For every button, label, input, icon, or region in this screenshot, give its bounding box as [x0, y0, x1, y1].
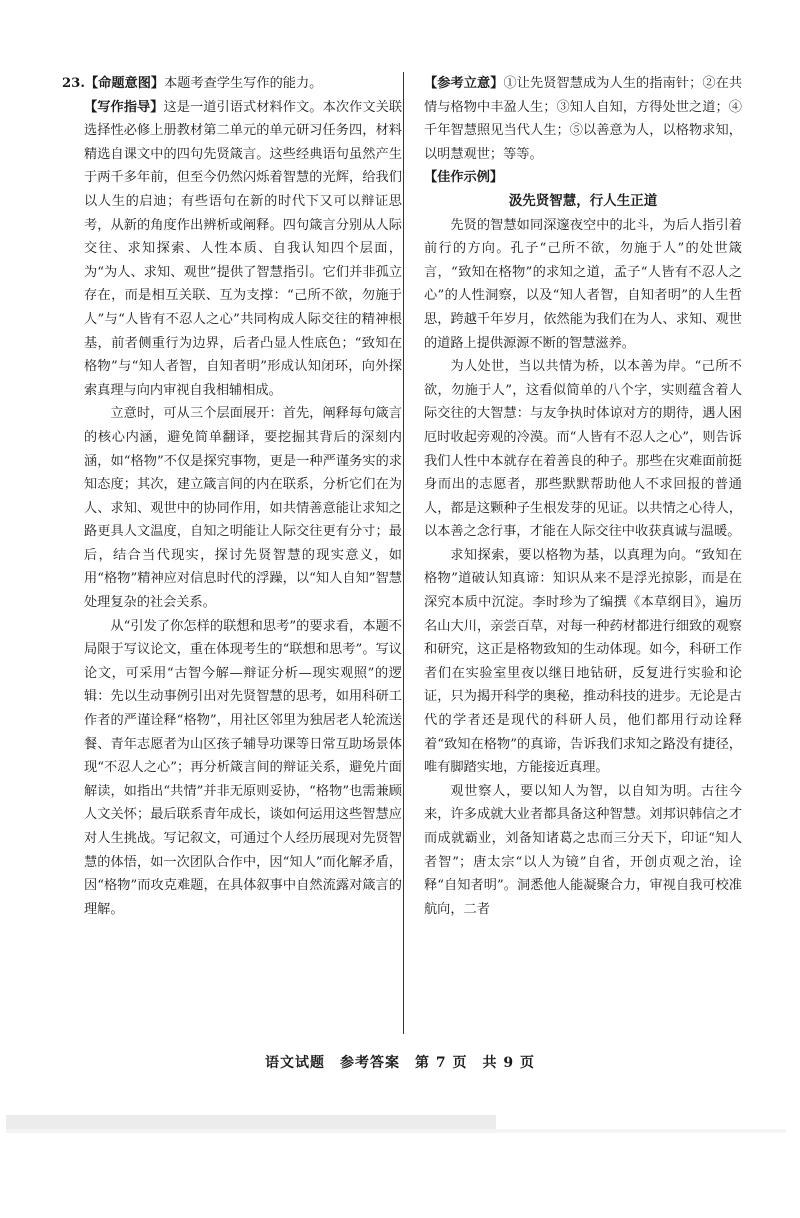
- question-number: 23.: [62, 76, 85, 91]
- ref-text: ①让先贤智慧成为人生的指南针；②在共情与格物中丰盈人生；③知人自知，方得处世之道；④千年智慧照见当代人生；⑤以善意为人，以格物求知，以明慧观世；等等。: [424, 76, 743, 162]
- intent-line: [62, 72, 402, 96]
- example-heading: [424, 166, 742, 190]
- essay-paragraph-2: 为人处世，当以共情为桥，以本善为岸。“己所不欲，勿施于人”，这看似简单的八个字，实则蕴含着人际交往的大智慧：与友争执时体谅对方的期待，遇人困厄时收起旁观的冷漠。而“人皆有不忍人之心”，则告诉我们人性中本就存在着善良的种子。那些在灾难面前挺身而出的志愿者，那些默默帮助他人不求回报的普通人，都是这颗种子生根发芽的见证。以共情之心待人，以本善之念行事，才能在人际交往中收获真诚与温暖。: [424, 359, 742, 540]
- page-footer: 语文试题 参考答案 第 7 页 共 9 页: [265, 1055, 535, 1071]
- guide-paragraph-1: [84, 96, 402, 403]
- guide-paragraph-3: 从“引发了你怎样的联想和思考”的要求看，本题不局限于写议论文，重在体现考生的“联想和思考”。写议论文，可采用“古智今解—辩证分析—现实观照”的逻辑：先以生动事例引出对先贤智慧的思考，如用科研工作者的严谨诠释“格物”，用社区邻里为独居老人轮流送餐、青年志愿者为山区孩子辅导功课等日常互助场景体现“不忍人之心”；再分析箴言间的辩证关系，避免片面解读，如指出“共情”并非无原则妥协，“格物”也需兼顾人文关怀；最后联系青年成长，谈如何运用这些智慧应对人生挑战。写记叙文，可通过个人经历展现对先贤智慧的体悟，如一次团队合作中，因“知人”而化解矛盾，因“格物”而攻克难题，在具体叙事中自然流露对箴言的理解。: [84, 618, 402, 917]
- essay-paragraph-4: 观世察人，要以知人为智，以自知为明。古往今来，许多成就大业者都具备这种智慧。刘邦识韩信之才而成就霸业，刘备知诸葛之忠而三分天下，印证“知人者智”；唐太宗“以人为镜”自省，开创贞观之治，诠释“自知者明”。洞悉他人能凝聚合力，审视自我可校准航向，二者: [424, 783, 742, 917]
- column-divider: [403, 72, 404, 1034]
- right-column: [424, 72, 742, 921]
- scan-shadow: [6, 1115, 496, 1129]
- example-tag: 【佳作示例】: [424, 170, 504, 186]
- guide-paragraph-2: 立意时，可从三个层面展开：首先，阐释每句箴言的核心内涵，避免简单翻译，要挖掘其背后的深刻内涵，如“格物”不仅是探究事物，更是一种严谨务实的求知态度；其次，建立箴言间的内在联系，分析它们在为人、求知、观世中的协同作用，如共情善意能让求知之路更具人文温度，自知之明能让人际交往更有分寸；最后，结合当代现实，探讨先贤智慧的现实意义，如用“格物”精神应对信息时代的浮躁，以“知人自知”智慧处理复杂的社会关系。: [84, 406, 402, 611]
- essay-paragraph-3: 求知探索，要以格物为基，以真理为向。“致知在格物”道破认知真谛：知识从来不是浮光掠影，而是在深究本质中沉淀。李时珍为了编撰《本草纲目》，遍历名山大川，亲尝百草，对每一种药材都进行细致的观察和研究，这正是格物致知的生动体现。如今，科研工作者们在实验室里夜以继日地钻研，反复进行实验和论证，只为揭开科学的奥秘，推动科技的进步。无论是古代的学者还是现代的科研人员，他们都用行动诠释着“致知在格物”的真谛，告诉我们求知之路没有捷径，唯有脚踏实地，方能接近真理。: [424, 547, 742, 776]
- guide-tag: 【写作指导】: [84, 99, 164, 115]
- essay-paragraph-1: 先贤的智慧如同深邃夜空中的北斗，为后人指引着前行的方向。孔子“己所不欲，勿施于人”的处世箴言，“致知在格物”的求知之道，孟子“人皆有不忍人之心”的人性洞察，以及“知人者智，自知者明”的人生哲思，跨越千年岁月，依然能为我们在为人、求知、观世的道路上提供源源不断的智慧滋养。: [424, 217, 742, 351]
- intent-tag: 【命题意图】: [84, 76, 165, 91]
- essay-title: 汲先贤智慧，行人生正道: [508, 192, 658, 209]
- guide-p1-text: 这是一道引语式材料作文。本次作文关联选择性必修上册教材第二单元的单元研习任务四，材料精选自课文中的四句先贤箴言。这些经典语句虽然产生于两千多年前，但至今仍然闪烁着智慧的光辉，给我们以人生的启迪；有些语句在新的时代下又可以辩证思考，从新的角度作出辨析或阐释。四句箴言分别从人际交往、求知探索、人性本质、自我认知四个层面，为“为人、求知、观世”提供了智慧指引。它们并非孤立存在，而是相互关联、互为支撑：“己所不欲，勿施于人”与“人皆有不忍人之心”共同构成人际交往的精神根基，前者侧重行为边界，后者凸显人性底色；“致知在格物”与“知人者智，自知者明”形成认知闭环，向外探索真理与向内审视自我相辅相成。: [84, 99, 403, 398]
- intent-text: 本题考查学生写作的能力。: [164, 76, 323, 91]
- reference-intent: [424, 72, 742, 166]
- scan-shadow-edge: [6, 1129, 786, 1133]
- ref-tag: 【参考立意】: [424, 76, 504, 91]
- left-column: [62, 72, 403, 921]
